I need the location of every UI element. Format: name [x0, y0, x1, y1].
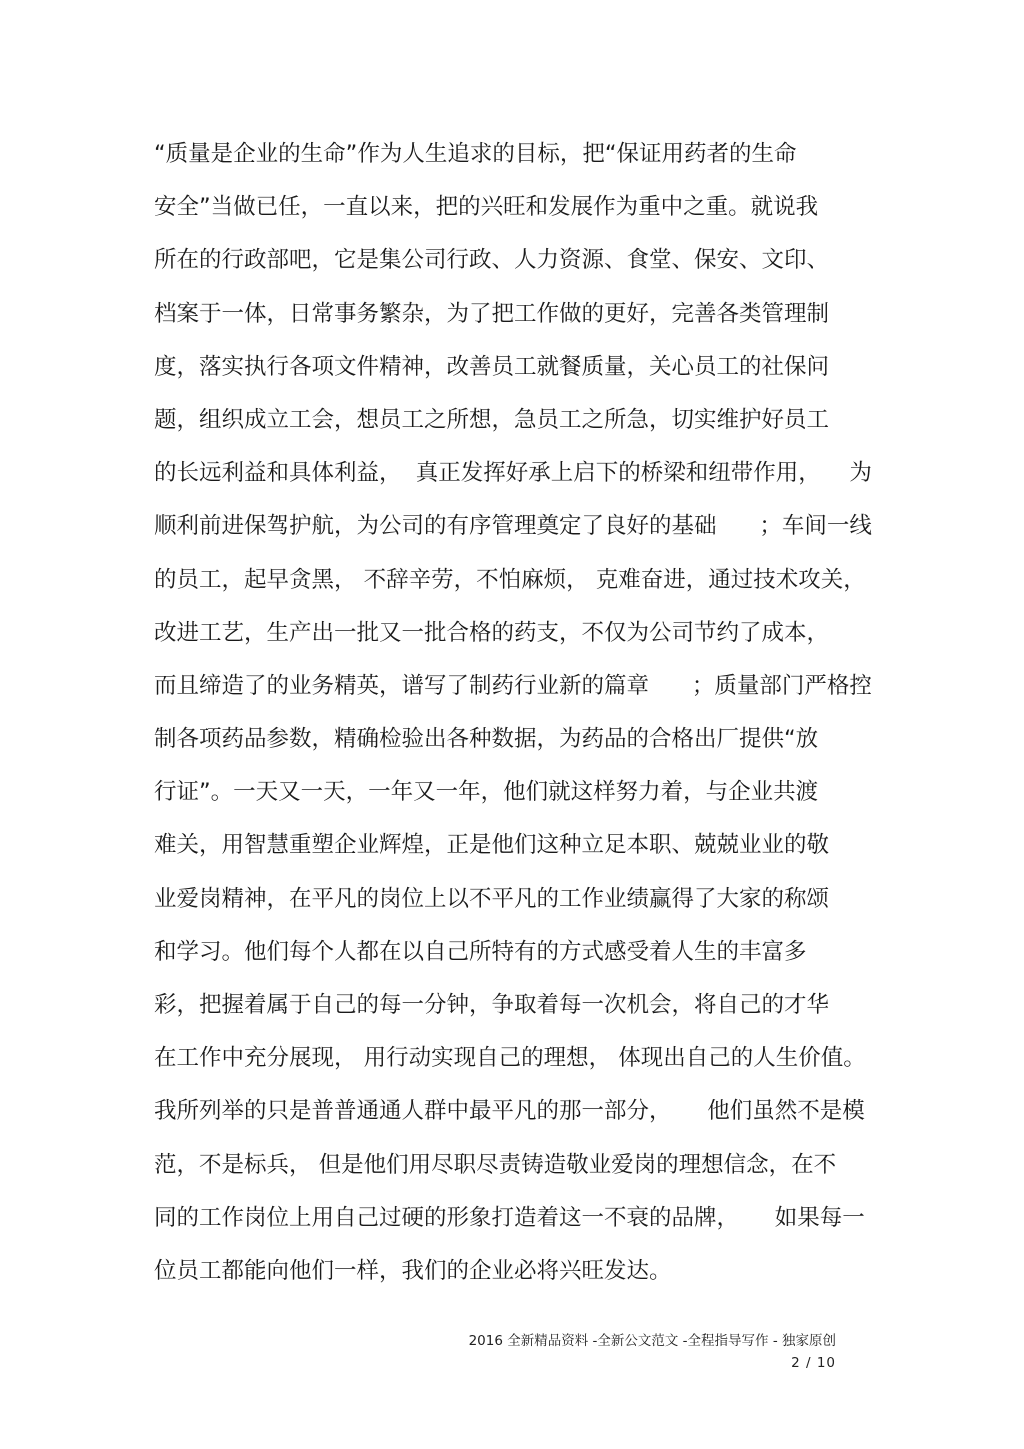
text-line: 的长远利益和具体利益， 真正发挥好承上启下的桥梁和纽带作用， 为	[154, 460, 872, 487]
text-line: 范，不是标兵， 但是他们用尽职尽责铸造敬业爱岗的理想信念，在不	[154, 1151, 837, 1178]
text-line: 制各项药品参数，精确检验出各种数据，为药品的合格出厂提供“放	[154, 726, 819, 753]
text-line: 档案于一体，日常事务繁杂，为了把工作做的更好，完善各类管理制	[154, 300, 830, 327]
text-line: 行证”。一天又一天，一年又一年，他们就这样努力着，与企业共渡	[154, 779, 819, 806]
text-line: 位员工都能向他们一样，我们的企业必将兴旺发达。	[154, 1257, 672, 1284]
text-line: 难关，用智慧重塑企业辉煌，正是他们这种立足本职、兢兢业业的敬	[154, 832, 830, 859]
text-line: 改进工艺，生产出一批又一批合格的药支，不仅为公司节约了成本，	[154, 619, 830, 646]
text-line: 度，落实执行各项文件精神，改善员工就餐质量，关心员工的社保问	[154, 353, 830, 380]
page-number: 2 / 10	[791, 1355, 836, 1371]
text-line: 在工作中充分展现， 用行动实现自己的理想， 体现出自己的人生价值。	[154, 1045, 866, 1072]
text-line: 业爱岗精神，在平凡的岗位上以不平凡的工作业绩赢得了大家的称颂	[154, 885, 830, 912]
text-line: 我所列举的只是普普通通人群中最平凡的那一部分， 他们虽然不是模	[154, 1098, 865, 1125]
text-line: 顺利前进保驾护航，为公司的有序管理奠定了良好的基础 ；车间一线	[154, 513, 872, 540]
text-line: 题，组织成立工会，想员工之所想，急员工之所急，切实维护好员工	[154, 406, 830, 433]
text-line: 和学习。他们每个人都在以自己所特有的方式感受着人生的丰富多	[154, 938, 807, 965]
text-line: 安全”当做已任，一直以来，把的兴旺和发展作为重中之重。就说我	[154, 194, 819, 221]
text-line: 同的工作岗位上用自己过硬的形象打造着这一不衰的品牌， 如果每一	[154, 1204, 865, 1231]
text-line: 所在的行政部吧，它是集公司行政、人力资源、食堂、保安、文印、	[154, 247, 830, 274]
footer-caption: 2016 全新精品资料 -全新公文范文 -全程指导写作 - 独家原创	[468, 1333, 836, 1349]
text-line: 而且缔造了的业务精英，谱写了制药行业新的篇章 ；质量部门严格控	[154, 672, 872, 699]
page-footer	[469, 1330, 836, 1374]
body-paragraph	[154, 134, 884, 1304]
text-line: 的员工，起早贪黑， 不辞辛劳，不怕麻烦， 克难奋进，通过技术攻关，	[154, 566, 866, 593]
text-line: “质量是企业的生命”作为人生追求的目标，把“保证用药者的生命	[154, 141, 797, 167]
text-line: 彩，把握着属于自己的每一分钟，争取着每一次机会，将自己的才华	[154, 992, 830, 1018]
